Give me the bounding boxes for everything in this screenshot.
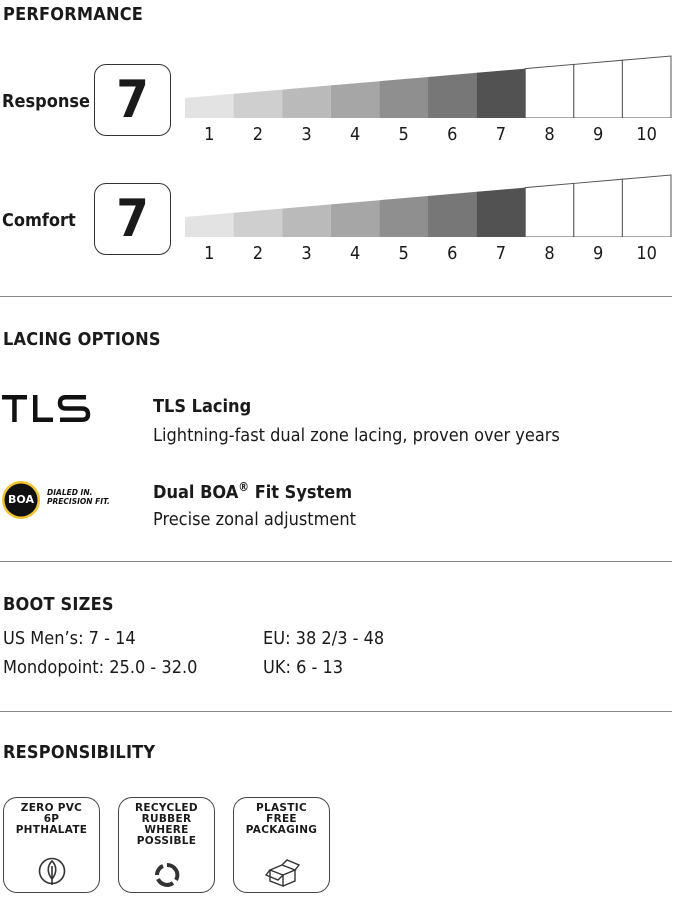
- scale-tick-label: 10: [636, 243, 657, 264]
- badge-text: ZERO PVC 6P PHTHALATE: [15, 802, 88, 836]
- size-mondopoint: Mondopoint: 25.0 - 32.0: [3, 657, 198, 678]
- badge-text: RECYCLED RUBBER WHERE POSSIBLE: [135, 802, 198, 847]
- recycle-icon: [154, 862, 180, 888]
- scale-segment-filled: [477, 188, 526, 237]
- box-icon: [264, 858, 300, 888]
- size-us: US Men’s: 7 - 14: [3, 628, 136, 649]
- scale-tick-label: 9: [592, 124, 604, 145]
- badge-text: PLASTIC FREE PACKAGING: [245, 802, 318, 836]
- scale-tick-label: 2: [252, 243, 264, 264]
- scale-segment-filled: [234, 209, 283, 237]
- size-eu: EU: 38 2/3 - 48: [263, 628, 385, 649]
- divider: [0, 711, 672, 712]
- scale-segment-filled: [282, 204, 331, 237]
- scale-segment-empty: [574, 179, 623, 237]
- scale-tick-label: 4: [349, 243, 361, 264]
- badge-recycled-rubber: [118, 797, 215, 893]
- scale-tick-label: 1: [204, 124, 215, 145]
- scale-tick-label: 8: [544, 124, 555, 145]
- size-uk: UK: 6 - 13: [263, 657, 344, 678]
- leaf-icon: [38, 854, 66, 888]
- boa-title: Dual BOA® Fit System: [153, 480, 353, 503]
- boa-logo-text: BOA: [8, 493, 34, 506]
- scale-tick-label: 7: [495, 243, 507, 264]
- divider: [0, 296, 672, 297]
- boot-sizes-heading: BOOT SIZES: [3, 594, 114, 615]
- boa-description: Precise zonal adjustment: [153, 509, 356, 530]
- scale-tick-label: 1: [204, 243, 215, 264]
- scale-tick-label: 5: [398, 243, 409, 264]
- badge-plastic-free: [233, 797, 330, 893]
- tls-title: TLS Lacing: [153, 396, 252, 417]
- scale-tick-label: 3: [301, 243, 312, 264]
- comfort-label: Comfort: [2, 210, 76, 231]
- scale-segment-empty: [622, 56, 671, 118]
- response-scale: [185, 54, 675, 118]
- scale-segment-filled: [477, 69, 526, 118]
- scale-segment-filled: [234, 90, 283, 118]
- scale-tick-label: 8: [544, 243, 555, 264]
- scale-tick-label: 6: [447, 124, 458, 145]
- scale-tick-label: 2: [252, 124, 264, 145]
- tls-description: Lightning-fast dual zone lacing, proven over years: [153, 425, 560, 446]
- scale-tick-label: 6: [447, 243, 458, 264]
- scale-segment-empty: [525, 183, 574, 237]
- comfort-score-box: [94, 183, 171, 255]
- comfort-score: 7: [116, 189, 149, 249]
- scale-tick-label: 10: [636, 124, 657, 145]
- scale-tick-label: 5: [398, 124, 409, 145]
- divider: [0, 561, 672, 562]
- scale-segment-empty: [574, 60, 623, 118]
- responsibility-heading: RESPONSIBILITY: [3, 742, 156, 763]
- scale-segment-filled: [428, 192, 477, 237]
- scale-segment-filled: [331, 200, 380, 237]
- scale-segment-filled: [185, 94, 234, 118]
- scale-tick-label: 7: [495, 124, 507, 145]
- scale-segment-filled: [379, 77, 428, 118]
- scale-segment-empty: [622, 175, 671, 237]
- performance-heading: PERFORMANCE: [3, 4, 144, 25]
- scale-segment-filled: [428, 73, 477, 118]
- scale-tick-label: 3: [301, 124, 312, 145]
- scale-segment-filled: [331, 81, 380, 118]
- scale-segment-filled: [379, 196, 428, 237]
- comfort-scale: [185, 173, 675, 237]
- scale-segment-empty: [525, 64, 574, 118]
- scale-segment-filled: [185, 213, 234, 237]
- scale-tick-label: 4: [349, 124, 361, 145]
- tls-logo: [2, 395, 92, 423]
- response-score: 7: [116, 70, 149, 130]
- scale-segment-filled: [282, 85, 331, 118]
- badge-zero-pvc: [3, 797, 100, 893]
- lacing-heading: LACING OPTIONS: [3, 329, 161, 350]
- response-label: Response: [2, 91, 90, 112]
- boa-tagline: DIALED IN. PRECISION FIT.: [47, 488, 110, 506]
- boa-logo: [1, 480, 113, 520]
- scale-tick-label: 9: [592, 243, 604, 264]
- response-score-box: [94, 64, 171, 136]
